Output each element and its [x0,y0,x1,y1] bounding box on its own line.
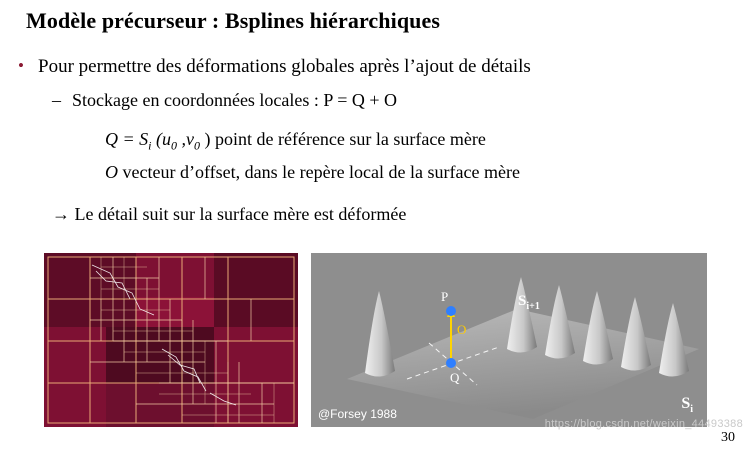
bullet-level2 [52,90,397,111]
figure-hierarchical-grid [44,253,298,427]
label-s-upper-letter: S [518,293,527,309]
formula-q-rest: ) point de référence sur la surface mère [200,129,486,149]
bullet-marker-level2: – [52,90,61,110]
figure-credit: @Forsey 1988 [318,407,397,421]
label-point-p: P [441,289,449,304]
bullet-marker-level1: • [18,56,24,75]
formula-q-sub-i: i [148,138,152,153]
conclusion-line: → Le détail suit sur la surface mère est déformée [52,204,407,224]
bullet-level2-text: Stockage en coordonnées locales : P = Q + O [72,90,398,110]
formula-q-sub-u0: 0 [171,138,177,153]
label-surface-s-i-plus-1 [518,293,540,312]
formula-q-prefix: Q = S [105,129,149,149]
bullet-level1 [18,56,531,78]
forsey-surface-svg [311,253,707,427]
formula-o-line [105,162,520,183]
hierarchical-grid-svg [44,253,298,427]
formula-q-args: (u [151,129,171,149]
bullet-level1-text: Pour permettre des déformations globales après l’ajout de détails [38,56,531,77]
formula-q-line [105,129,486,154]
label-offset-o: O [457,322,467,337]
figure-forsey-surface [311,253,707,427]
label-s-lower-letter: S [681,394,691,412]
label-s-lower-sub: i [690,404,693,415]
page-number: 30 [721,430,735,445]
label-surface-s-i [681,395,693,415]
formula-o-prefix: O [105,162,118,182]
formula-o-rest: vecteur d’offset, dans le repère local de la surface mère [118,162,520,182]
watermark: https://blog.csdn.net/weixin_44493388 [544,418,743,430]
formula-q-comma: ,v [177,129,194,149]
label-s-upper-sub: i+1 [526,301,540,312]
label-point-q: Q [450,370,460,385]
page-title: Modèle précurseur : Bsplines hiérarchiques [26,8,441,33]
formula-q-sub-v0: 0 [194,138,200,153]
